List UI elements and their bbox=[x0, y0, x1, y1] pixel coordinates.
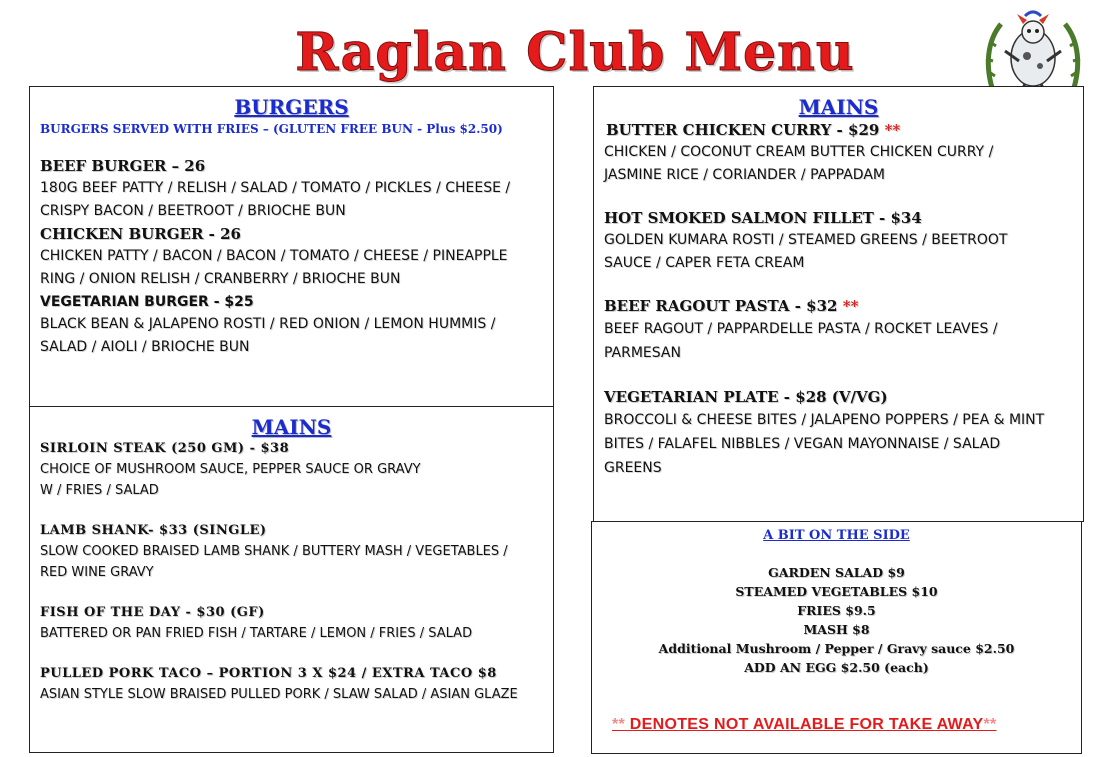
sirloin-steak-desc-1: CHOICE OF MUSHROOM SAUCE, PEPPER SAUCE OR GRAVY bbox=[40, 462, 421, 477]
takeaway-notice bbox=[612, 716, 997, 734]
side-item-fries: FRIES $9.5 bbox=[797, 603, 876, 618]
sirloin-steak-desc-2: W / FRIES / SALAD bbox=[40, 483, 159, 498]
mains-left-section bbox=[29, 406, 554, 753]
lamb-shank-desc-1: SLOW COOKED BRAISED LAMB SHANK / BUTTERY MASH / VEGETABLES / bbox=[40, 544, 508, 559]
chicken-burger-desc-2: RING / ONION RELISH / CRANBERRY / BRIOCHE BUN bbox=[40, 271, 401, 287]
side-item-steamed-vegetables: STEAMED VEGETABLES $10 bbox=[735, 584, 938, 599]
takeaway-stars: ** bbox=[612, 716, 626, 733]
fish-of-the-day-name: FISH OF THE DAY - $30 (GF) bbox=[40, 605, 265, 620]
side-item-garden-salad: GARDEN SALAD $9 bbox=[768, 565, 905, 580]
sirloin-steak-name: SIRLOIN STEAK (250 GM) - $38 bbox=[40, 441, 290, 456]
chicken-burger-name: CHICKEN BURGER - 26 bbox=[40, 225, 241, 243]
butter-chicken-name bbox=[604, 119, 1073, 141]
takeaway-stars-end: ** bbox=[983, 716, 997, 733]
burgers-note: BURGERS SERVED WITH FRIES – (GLUTEN FREE BUN - Plus $2.50) bbox=[40, 122, 503, 136]
mains-right-section bbox=[593, 86, 1084, 522]
lamb-shank-desc-2: RED WINE GRAVY bbox=[40, 565, 154, 580]
salmon-fillet-desc-1: GOLDEN KUMARA ROSTI / STEAMED GREENS / BEETROOT bbox=[604, 232, 1008, 248]
vegetarian-plate-name: VEGETARIAN PLATE - $28 (V/VG) bbox=[604, 388, 888, 406]
salmon-fillet-name: HOT SMOKED SALMON FILLET - $34 bbox=[604, 209, 922, 227]
butter-chicken-desc-2: JASMINE RICE / CORIANDER / PAPPADAM bbox=[604, 167, 885, 183]
vegetarian-burger-name: VEGETARIAN BURGER - $25 bbox=[40, 294, 254, 310]
burgers-heading: BURGERS bbox=[234, 95, 349, 119]
beef-ragout-name bbox=[604, 295, 1073, 317]
side-heading: A BIT ON THE SIDE bbox=[763, 528, 910, 543]
fish-of-the-day-desc: BATTERED OR PAN FRIED FISH / TARTARE / LEMON / FRIES / SALAD bbox=[40, 626, 473, 641]
butter-chicken-title: BUTTER CHICKEN CURRY - $29 bbox=[606, 121, 880, 139]
vegetarian-burger-desc-1: BLACK BEAN & JALAPENO ROSTI / RED ONION / LEMON HUMMIS / bbox=[40, 316, 496, 332]
beef-ragout-title: BEEF RAGOUT PASTA - $32 bbox=[604, 297, 838, 315]
menu-title: Raglan Club Menu bbox=[295, 22, 855, 83]
vegetarian-plate-desc-1: BROCCOLI & CHEESE BITES / JALAPENO POPPERS / PEA & MINT bbox=[604, 412, 1045, 428]
side-item-mash: MASH $8 bbox=[803, 622, 870, 637]
beef-burger-name: BEEF BURGER – 26 bbox=[40, 157, 206, 175]
vegetarian-burger-desc-2: SALAD / AIOLI / BRIOCHE BUN bbox=[40, 339, 250, 355]
beef-ragout-desc-1: BEEF RAGOUT / PAPPARDELLE PASTA / ROCKET LEAVES / bbox=[604, 321, 998, 337]
beef-ragout-mark: ** bbox=[842, 297, 859, 315]
side-item-add-egg: ADD AN EGG $2.50 (each) bbox=[744, 660, 929, 675]
chicken-burger-desc-1: CHICKEN PATTY / BACON / BACON / TOMATO / CHEESE / PINEAPPLE bbox=[40, 248, 508, 264]
lamb-shank-name: LAMB SHANK- $33 (SINGLE) bbox=[40, 523, 267, 538]
pulled-pork-taco-name: PULLED PORK TACO – PORTION 3 X $24 / EXTRA TACO $8 bbox=[40, 666, 497, 681]
takeaway-text: DENOTES NOT AVAILABLE FOR TAKE AWAY bbox=[625, 716, 984, 733]
mains-right-heading: MAINS bbox=[798, 95, 879, 119]
beef-ragout-desc-2: PARMESAN bbox=[604, 345, 681, 361]
beef-burger-desc-2: CRISPY BACON / BEETROOT / BRIOCHE BUN bbox=[40, 203, 346, 219]
butter-chicken-desc-1: CHICKEN / COCONUT CREAM BUTTER CHICKEN CURRY / bbox=[604, 144, 994, 160]
pulled-pork-taco-desc: ASIAN STYLE SLOW BRAISED PULLED PORK / SLAW SALAD / ASIAN GLAZE bbox=[40, 687, 518, 702]
burgers-section bbox=[29, 86, 554, 407]
salmon-fillet-desc-2: SAUCE / CAPER FETA CREAM bbox=[604, 255, 805, 271]
side-item-additional-sauce: Additional Mushroom / Pepper / Gravy sauce $2.50 bbox=[658, 641, 1015, 656]
vegetarian-plate-desc-3: GREENS bbox=[604, 460, 662, 476]
vegetarian-plate-desc-2: BITES / FALAFEL NIBBLES / VEGAN MAYONNAISE / SALAD bbox=[604, 436, 1001, 452]
butter-chicken-mark: ** bbox=[884, 121, 901, 139]
mains-left-heading: MAINS bbox=[251, 415, 332, 439]
beef-burger-desc-1: 180G BEEF PATTY / RELISH / SALAD / TOMATO / PICKLES / CHEESE / bbox=[40, 180, 511, 196]
